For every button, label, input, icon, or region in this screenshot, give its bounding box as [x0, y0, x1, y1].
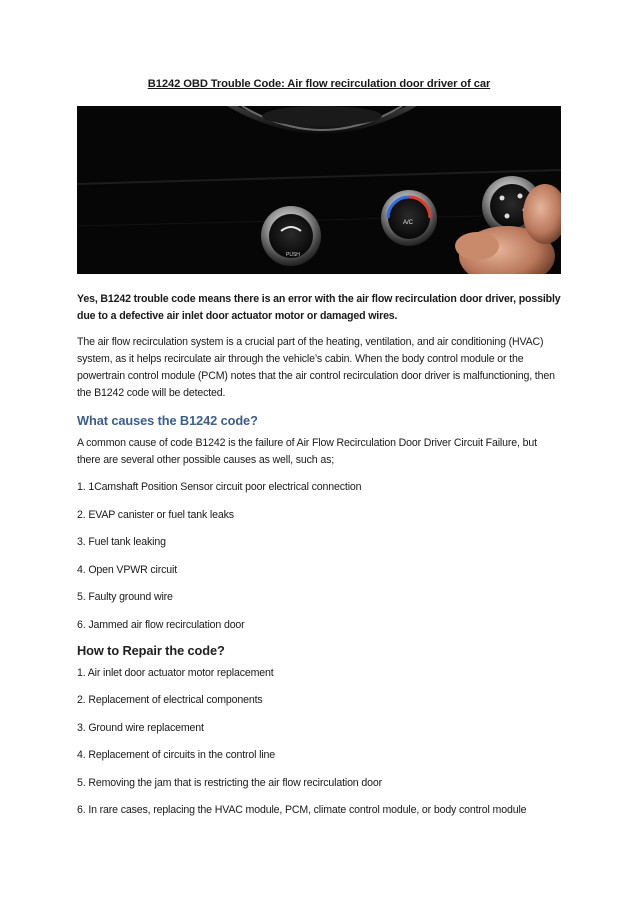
list-item: 3. Ground wire replacement	[77, 721, 204, 734]
document-body	[77, 291, 561, 822]
list-item: 6. In rare cases, replacing the HVAC module, PCM, climate control module, or body control module	[77, 804, 527, 816]
list-item: 4. Open VPWR circuit	[77, 563, 178, 576]
causes-list	[77, 479, 561, 637]
list-item: 2. Replacement of electrical components	[77, 694, 263, 706]
list-item: 6. Jammed air flow recirculation door	[77, 618, 245, 631]
list-item: 1. Air inlet door actuator motor replacement	[77, 666, 274, 679]
hvac-controls-photo	[77, 106, 561, 274]
repair-heading: How to Repair the code?	[77, 642, 225, 658]
description-paragraph: The air flow recirculation system is a crucial part of the heating, ventilation, and air conditioning (HVAC) system, as it helps recirculate air through the vehicle’s cabin. When the body control module or the powertrain control module (PCM) notes that the air control recirculation door driver is malfunctioning, then the B1242 code will be detected.	[77, 336, 555, 399]
temperature-knob-center	[381, 190, 437, 246]
list-item: 5. Faulty ground wire	[77, 591, 173, 603]
causes-intro: A common cause of code B1242 is the failure of Air Flow Recirculation Door Driver Circuit Failure, but there are several other possible causes as well, such as;	[77, 437, 537, 466]
fan-knob-left	[261, 206, 321, 266]
svg-text:A/C: A/C	[403, 220, 414, 226]
repair-list	[77, 665, 561, 823]
list-item: 4. Replacement of circuits in the control line	[77, 749, 276, 761]
list-item: 2. EVAP canister or fuel tank leaks	[77, 508, 234, 521]
list-item: 5. Removing the jam that is restricting the air flow recirculation door	[77, 776, 382, 789]
document-title: B1242 OBD Trouble Code: Air flow recirculation door driver of car	[147, 78, 491, 90]
lead-paragraph: Yes, B1242 trouble code means there is an error with the air flow recirculation door driver, possibly due to a defective air inlet door actuator motor or damaged wires.	[77, 293, 561, 322]
svg-text:PUSH: PUSH	[286, 252, 300, 258]
list-item: 3. Fuel tank leaking	[77, 536, 166, 548]
causes-heading: What causes the B1242 code?	[77, 413, 258, 428]
list-item: 1. 1Camshaft Position Sensor circuit poor electrical connection	[77, 481, 362, 493]
